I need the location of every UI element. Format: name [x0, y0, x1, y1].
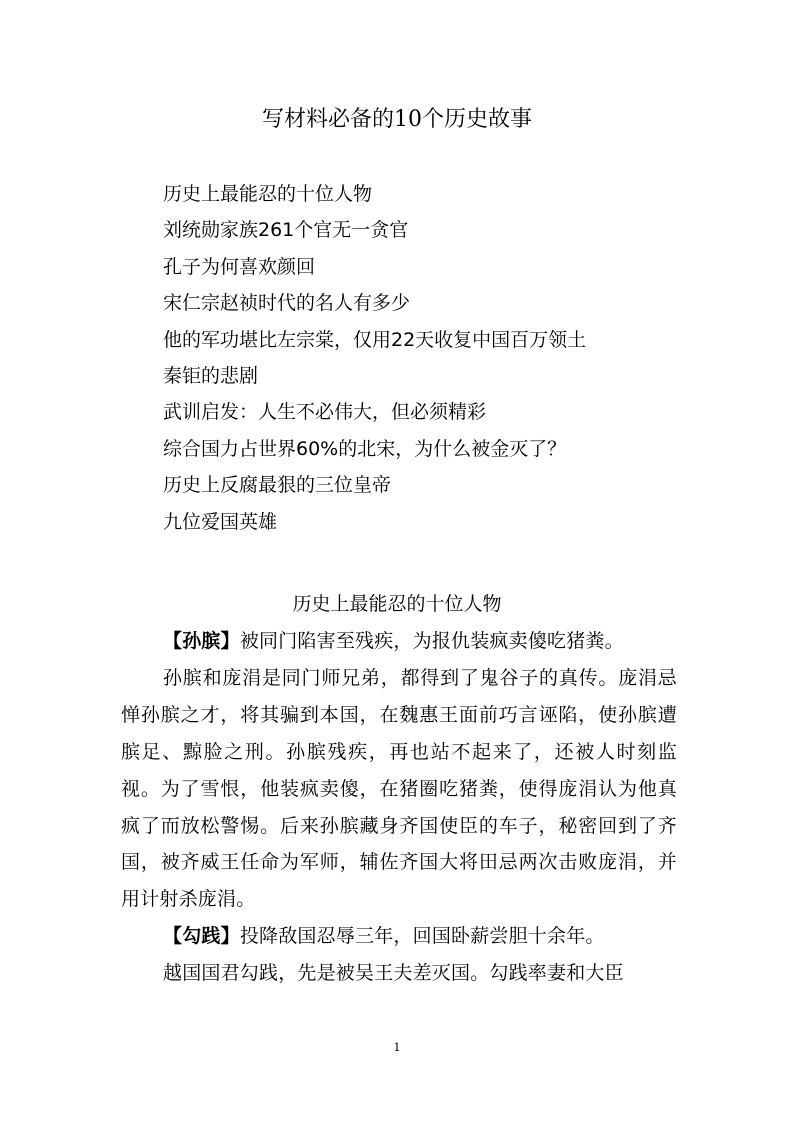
- body-text: [121, 623, 677, 992]
- toc-item: 综合国力占世界60%的北宋，为什么被金灭了？: [163, 437, 567, 460]
- toc-item: 武训启发：人生不必伟大，但必须精彩: [163, 401, 487, 424]
- toc-item: 历史上最能忍的十位人物: [163, 183, 373, 205]
- toc-item: 九位爱国英雄: [163, 510, 278, 533]
- toc-item: 刘统勋家族261个官无一贪官: [163, 219, 409, 242]
- toc-item: 宋仁宗赵祯时代的名人有多少: [163, 292, 411, 315]
- section-title: 历史上最能忍的十位人物: [292, 593, 502, 615]
- toc-item: 秦钜的悲剧: [163, 364, 259, 387]
- toc-item: 历史上反腐最狠的三位皇帝: [163, 474, 392, 497]
- paragraph-lead: 【勾践】: [163, 925, 240, 948]
- table-of-contents: [163, 176, 586, 540]
- paragraph-text: 投降敌国忍辱三年，回国卧薪尝胆十余年。: [239, 925, 605, 948]
- paragraph-text: 孙膑和庞涓是同门师兄弟，都得到了鬼谷子的真传。庞涓忌惮孙膑之才，将其骗到本国，在魏惠王面前巧言诬陷，使孙膑遭膑足、黥脸之刑。孙膑残疾，再也站不起来了，还被人时刻监视。为了雪恨，他装疯卖傻，在猪圈吃猪粪，使得庞涓认为他真疯了而放松警惕。后来孙膑藏身齐国使臣的车子，秘密回到了齐国，被齐威王任命为军师，辅佐齐国大将田忌两次击败庞涓，并用计射杀庞涓。: [121, 666, 677, 911]
- paragraph: [121, 623, 677, 660]
- paragraph: [121, 955, 677, 992]
- paragraph: [121, 918, 677, 955]
- toc-item: 孔子为何喜欢颜回: [163, 255, 316, 278]
- page-title: 写材料必备的10个历史故事: [262, 107, 532, 132]
- toc-item: 他的军功堪比左宗棠，仅用22天收复中国百万领土: [163, 328, 587, 351]
- paragraph-text: 越国国君勾践，先是被吴王夫差灭国。勾践率妻和大臣: [163, 962, 624, 985]
- page-number: 1: [393, 1041, 401, 1054]
- paragraph: [121, 660, 677, 918]
- paragraph-text: 被同门陷害至残疾，为报仇装疯卖傻吃猪粪。: [239, 630, 624, 652]
- paragraph-lead: 【孙膑】: [163, 630, 240, 652]
